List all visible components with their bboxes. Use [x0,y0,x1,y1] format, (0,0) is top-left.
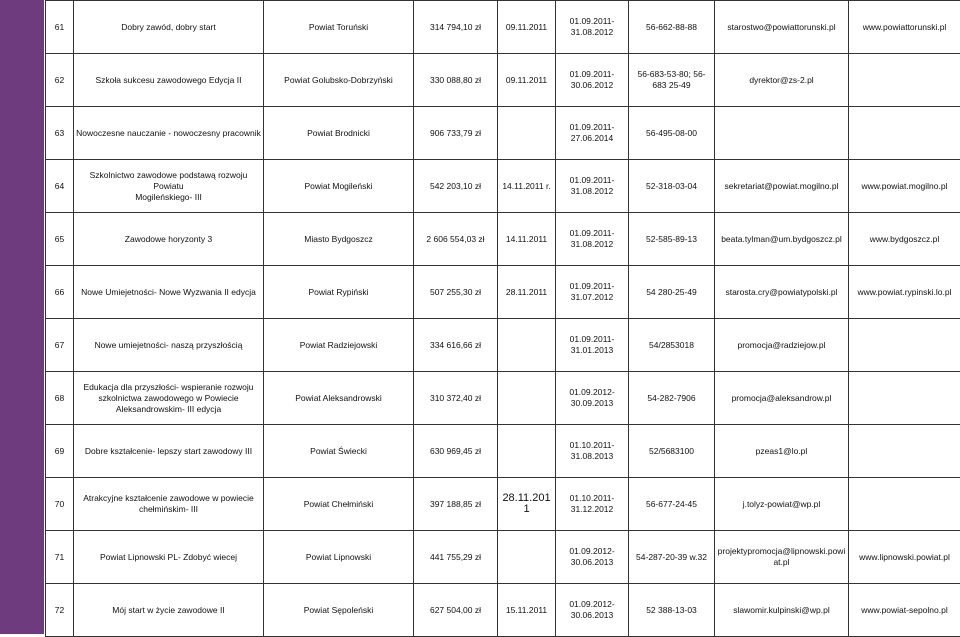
email-cell: slawomir.kulpinski@wp.pl [715,584,849,637]
row-number-cell: 65 [46,213,74,266]
project-title-cell: Nowoczesne nauczanie - nowoczesny pracownik [74,107,264,160]
table-row [46,584,960,637]
phone-cell: 56-683-53-80; 56- 683 25-49 [629,54,715,107]
project-period-cell: 01.09.2011- 31.08.2012 [556,1,629,54]
county-name-cell: Powiat Aleksandrowski [264,372,414,425]
phone-cell: 54-287-20-39 w.32 [629,531,715,584]
website-cell [849,54,960,107]
website-cell: www.powiat.mogilno.pl [849,160,960,213]
agreement-date-cell [498,319,556,372]
project-title-cell: Nowe Umiejetności- Nowe Wyzwania II edycja [74,266,264,319]
county-name-cell: Powiat Sępoleński [264,584,414,637]
website-cell: www.powiattorunski.pl [849,1,960,54]
project-title-cell: Szkolnictwo zawodowe podstawą rozwoju Powiatu Mogileńskiego- III [74,160,264,213]
amount-cell: 330 088,80 zł [414,54,498,107]
phone-cell: 54-282-7906 [629,372,715,425]
email-cell: promocja@aleksandrow.pl [715,372,849,425]
phone-cell: 56-662-88-88 [629,1,715,54]
row-number-cell: 71 [46,531,74,584]
project-period-cell: 01.09.2012- 30.06.2013 [556,584,629,637]
phone-cell: 52 388-13-03 [629,584,715,637]
project-title-cell: Nowe umiejetności- naszą przyszłością [74,319,264,372]
row-number-cell: 68 [46,372,74,425]
website-cell: www.lipnowski.powiat.pl [849,531,960,584]
project-title-cell: Dobry zawód, dobry start [74,1,264,54]
spreadsheet [45,0,960,634]
project-period-cell: 01.10.2011- 31.08.2013 [556,425,629,478]
county-name-cell: Powiat Chełmiński [264,478,414,531]
table-row [46,1,960,54]
phone-cell: 52/5683100 [629,425,715,478]
email-cell: beata.tylman@um.bydgoszcz.pl [715,213,849,266]
agreement-date-cell: 28.11.2011 [498,478,556,531]
email-cell: pzeas1@lo.pl [715,425,849,478]
phone-cell: 54 280-25-49 [629,266,715,319]
amount-cell: 397 188,85 zł [414,478,498,531]
county-name-cell: Miasto Bydgoszcz [264,213,414,266]
table-row [46,478,960,531]
agreement-date-cell: 14.11.2011 [498,213,556,266]
email-cell: projektypromocja@lipnowski.powiat.pl [715,531,849,584]
project-period-cell: 01.10.2011- 31.12.2012 [556,478,629,531]
amount-cell: 627 504,00 zł [414,584,498,637]
amount-cell: 334 616,66 zł [414,319,498,372]
amount-cell: 310 372,40 zł [414,372,498,425]
county-name-cell: Powiat Świecki [264,425,414,478]
agreement-date-cell [498,531,556,584]
amount-cell: 507 255,30 zł [414,266,498,319]
amount-cell: 2 606 554,03 zł [414,213,498,266]
row-number-cell: 64 [46,160,74,213]
project-title-cell: Edukacja dla przyszłości- wspieranie rozwoju szkolnictwa zawodowego w Powiecie Aleksandrowskim- III edycja [74,372,264,425]
row-number-cell: 63 [46,107,74,160]
table-row [46,160,960,213]
website-cell [849,478,960,531]
phone-cell: 52-585-89-13 [629,213,715,266]
left-accent-bar [0,0,44,634]
agreement-date-cell: 28.11.2011 [498,266,556,319]
amount-cell: 441 755,29 zł [414,531,498,584]
project-title-cell: Dobre kształcenie- lepszy start zawodowy III [74,425,264,478]
email-cell: j.tolyz-powiat@wp.pl [715,478,849,531]
website-cell [849,425,960,478]
table-row [46,213,960,266]
row-number-cell: 67 [46,319,74,372]
agreement-date-cell: 09.11.2011 [498,54,556,107]
projects-table [45,0,960,637]
county-name-cell: Powiat Rypiński [264,266,414,319]
email-cell: promocja@radziejow.pl [715,319,849,372]
row-number-cell: 72 [46,584,74,637]
phone-cell: 56-677-24-45 [629,478,715,531]
email-cell: dyrektor@zs-2.pl [715,54,849,107]
project-title-cell: Atrakcyjne kształcenie zawodowe w powiecie chełmińskim- III [74,478,264,531]
agreement-date-cell: 14.11.2011 r. [498,160,556,213]
row-number-cell: 70 [46,478,74,531]
agreement-date-cell: 09.11.2011 [498,1,556,54]
phone-cell: 52-318-03-04 [629,160,715,213]
project-period-cell: 01.09.2011- 31.08.2012 [556,160,629,213]
website-cell: www.powiat-sepolno.pl [849,584,960,637]
project-title-cell: Mój start w życie zawodowe II [74,584,264,637]
project-period-cell: 01.09.2011- 30.06.2012 [556,54,629,107]
project-title-cell: Zawodowe horyzonty 3 [74,213,264,266]
amount-cell: 542 203,10 zł [414,160,498,213]
website-cell: www.bydgoszcz.pl [849,213,960,266]
amount-cell: 314 794,10 zł [414,1,498,54]
row-number-cell: 66 [46,266,74,319]
project-period-cell: 01.09.2011- 31.01.2013 [556,319,629,372]
row-number-cell: 62 [46,54,74,107]
agreement-date-cell [498,372,556,425]
project-title-cell: Powiat Lipnowski PL- Zdobyć wiecej [74,531,264,584]
website-cell [849,107,960,160]
county-name-cell: Powiat Lipnowski [264,531,414,584]
amount-cell: 906 733,79 zł [414,107,498,160]
agreement-date-cell: 15.11.2011 [498,584,556,637]
website-cell [849,319,960,372]
row-number-cell: 61 [46,1,74,54]
table-row [46,107,960,160]
agreement-date-cell [498,107,556,160]
table-row [46,531,960,584]
project-title-cell: Szkoła sukcesu zawodowego Edycja II [74,54,264,107]
email-cell [715,107,849,160]
row-number-cell: 69 [46,425,74,478]
project-period-cell: 01.09.2012- 30.06.2013 [556,531,629,584]
email-cell: starostwo@powiattorunski.pl [715,1,849,54]
project-period-cell: 01.09.2011- 31.07.2012 [556,266,629,319]
table-row [46,54,960,107]
table-row [46,319,960,372]
table-row [46,266,960,319]
project-period-cell: 01.09.2011- 31.08.2012 [556,213,629,266]
county-name-cell: Powiat Mogileński [264,160,414,213]
table-row [46,372,960,425]
county-name-cell: Powiat Toruński [264,1,414,54]
phone-cell: 54/2853018 [629,319,715,372]
county-name-cell: Powiat Radziejowski [264,319,414,372]
email-cell: sekretariat@powiat.mogilno.pl [715,160,849,213]
project-period-cell: 01.09.2012- 30.09.2013 [556,372,629,425]
phone-cell: 56-495-08-00 [629,107,715,160]
website-cell [849,372,960,425]
county-name-cell: Powiat Golubsko-Dobrzyński [264,54,414,107]
agreement-date-cell [498,425,556,478]
county-name-cell: Powiat Brodnicki [264,107,414,160]
amount-cell: 630 969,45 zł [414,425,498,478]
email-cell: starosta.cry@powiatypolski.pl [715,266,849,319]
website-cell: www.powiat.rypinski.lo.pl [849,266,960,319]
project-period-cell: 01.09.2011- 27.06.2014 [556,107,629,160]
table-row [46,425,960,478]
